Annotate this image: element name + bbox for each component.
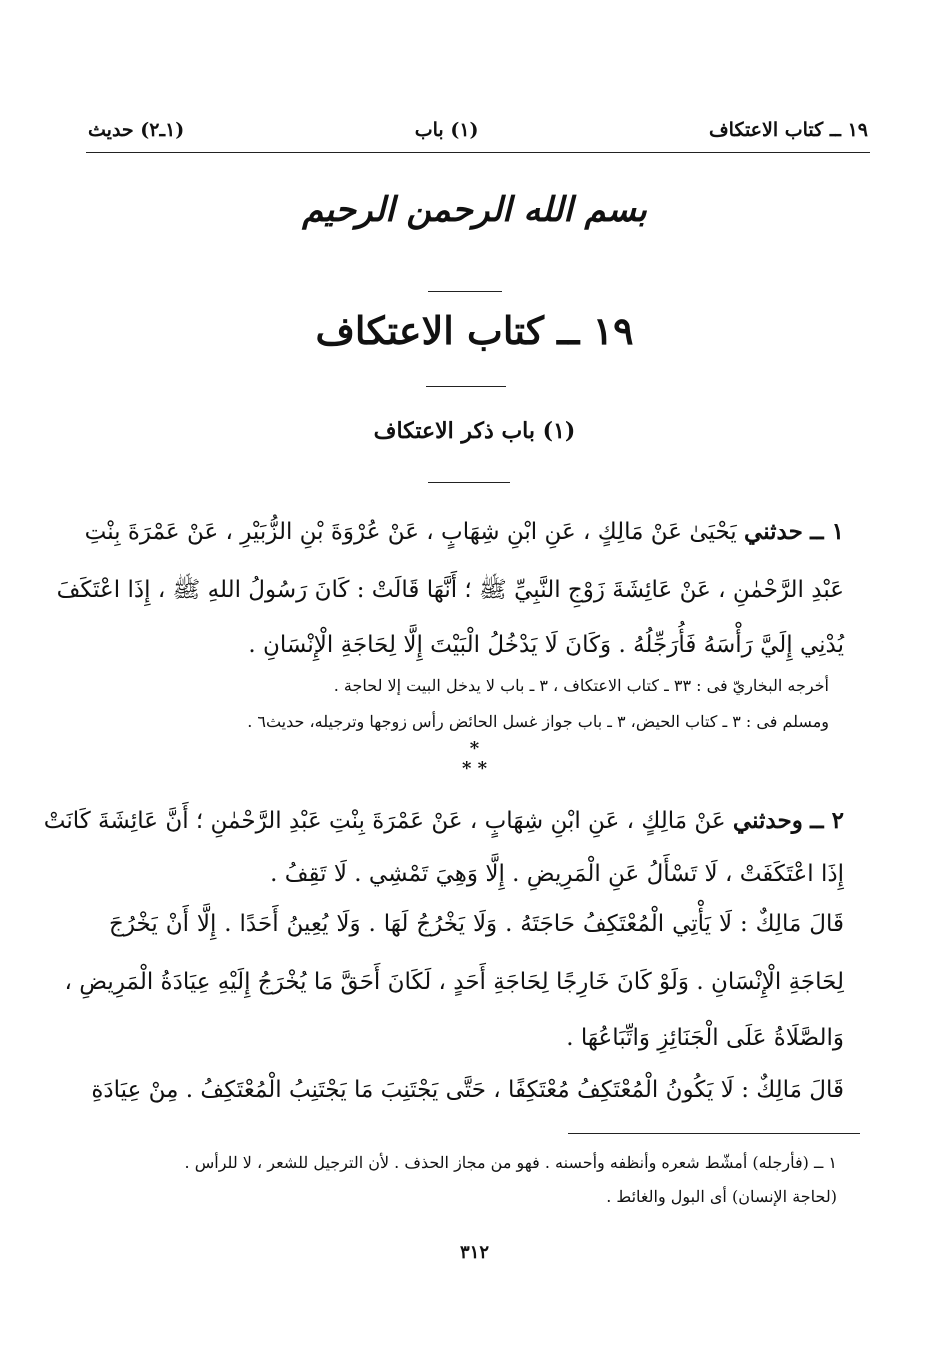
hadith-1-line-1 <box>84 518 844 547</box>
narration-word: حدثني <box>744 518 803 545</box>
chapter-title: (١) باب ذكر الاعتكاف <box>373 418 576 444</box>
hadith-1-line-3: يُدْنِي إِلَيَّ رَأْسَهُ فَأُرَجِّلُهُ . وَكَانَ لَا يَدْخُلُ الْبَيْتَ إِلَّا لِحَاجَةِ الْإِنْسَانِ . <box>248 632 844 658</box>
header-book-title: ١٩ ــ كتاب الاعتكاف <box>708 119 868 141</box>
separator-star: * <box>469 738 480 759</box>
page-number: ٣١٢ <box>459 1242 489 1263</box>
malik-statement-1-line-2: لِحَاجَةِ الْإِنْسَانِ . وَلَوْ كَانَ خَارِجًا لِحَاجَةِ أَحَدٍ ، لَكَانَ أَحَقَّ مَا يُخْرَجُ إِلَيْهِ عِيَادَةُ الْمَرِيضِ ، <box>64 969 844 995</box>
footnote-line-2: (لحاجة الإنسان) أى البول والغائط . <box>606 1187 837 1206</box>
footnote-line-1: ١ ــ (فأرجله) أمشّط شعره وأنظفه وأحسنه . فهو من مجاز الحذف . لأن الترجيل للشعر ، لا للرأس . <box>184 1153 837 1172</box>
book-title: ١٩ ــ كتاب الاعتكاف <box>315 308 634 353</box>
divider-rule <box>426 386 506 387</box>
hadith-2-line-1 <box>43 807 844 836</box>
narration-word: وحدثني <box>732 807 803 834</box>
header-chapter: (١) باب <box>414 119 479 141</box>
basmala: بسم الله الرحمن الرحيم <box>302 190 647 230</box>
divider-rule <box>428 291 502 292</box>
separator-stars: * * <box>461 758 488 779</box>
takhrij-line-1: أخرجه البخاريّ فى : ٣٣ ـ كتاب الاعتكاف ، ٣ ـ باب لا يدخل البيت إلا لحاجة . <box>333 676 829 695</box>
running-header <box>88 112 868 148</box>
divider-rule <box>428 482 510 483</box>
malik-statement-1-line-1: قَالَ مَالِكٌ : لَا يَأْتِي الْمُعْتَكِفُ حَاجَتَهُ . وَلَا يَخْرُجُ لَهَا . وَلَا يُعِينُ أَحَدًا . إِلَّا أَنْ يَخْرُجَ <box>109 911 844 937</box>
hadith-number: ١ ــ <box>810 518 844 545</box>
header-rule <box>86 152 870 153</box>
hadith-number: ٢ ــ <box>810 807 844 834</box>
header-hadith-range: (١ـ٢) حديث <box>88 119 185 141</box>
hadith-text: عَنْ مَالِكٍ ، عَنِ ابْنِ شِهَابٍ ، عَنْ عَمْرَةَ بِنْتِ عَبْدِ الرَّحْمٰنِ ؛ أَنَّ عَائِشَةَ كَانَتْ <box>43 808 726 834</box>
malik-statement-2-line-1: قَالَ مَالِكٌ : لَا يَكُونُ الْمُعْتَكِفُ مُعْتَكِفًا ، حَتَّى يَجْتَنِبَ مَا يَجْتَنِبُ الْمُعْتَكِفُ . مِنْ عِيَادَةِ <box>91 1077 844 1103</box>
takhrij-line-2: ومسلم فى : ٣ ـ كتاب الحيض، ٣ ـ باب جواز غسل الحائض رأس زوجها وترجيله، حديث٦ . <box>247 712 829 731</box>
footnote-rule <box>568 1133 860 1134</box>
hadith-text: يَحْيَىٰ عَنْ مَالِكٍ ، عَنِ ابْنِ شِهَابٍ ، عَنْ عُرْوَةَ بْنِ الزُّبَيْرِ ، عَنْ عَمْرَةَ بِنْتِ <box>84 519 737 545</box>
hadith-2-line-2: إِذَا اعْتَكَفَتْ ، لَا تَسْأَلُ عَنِ الْمَرِيضِ . إِلَّا وَهِيَ تَمْشِي . لَا تَقِفُ . <box>270 861 844 887</box>
hadith-1-line-2: عَبْدِ الرَّحْمٰنِ ، عَنْ عَائِشَةَ زَوْجِ النَّبِيِّ ﷺ ؛ أَنَّهَا قَالَتْ : كَانَ رَسُولُ اللهِ ﷺ ، إِذَا اعْتَكَفَ <box>56 577 844 603</box>
malik-statement-1-line-3: وَالصَّلَاةُ عَلَى الْجَنَائِزِ وَاتِّبَاعُهَا . <box>566 1025 844 1051</box>
